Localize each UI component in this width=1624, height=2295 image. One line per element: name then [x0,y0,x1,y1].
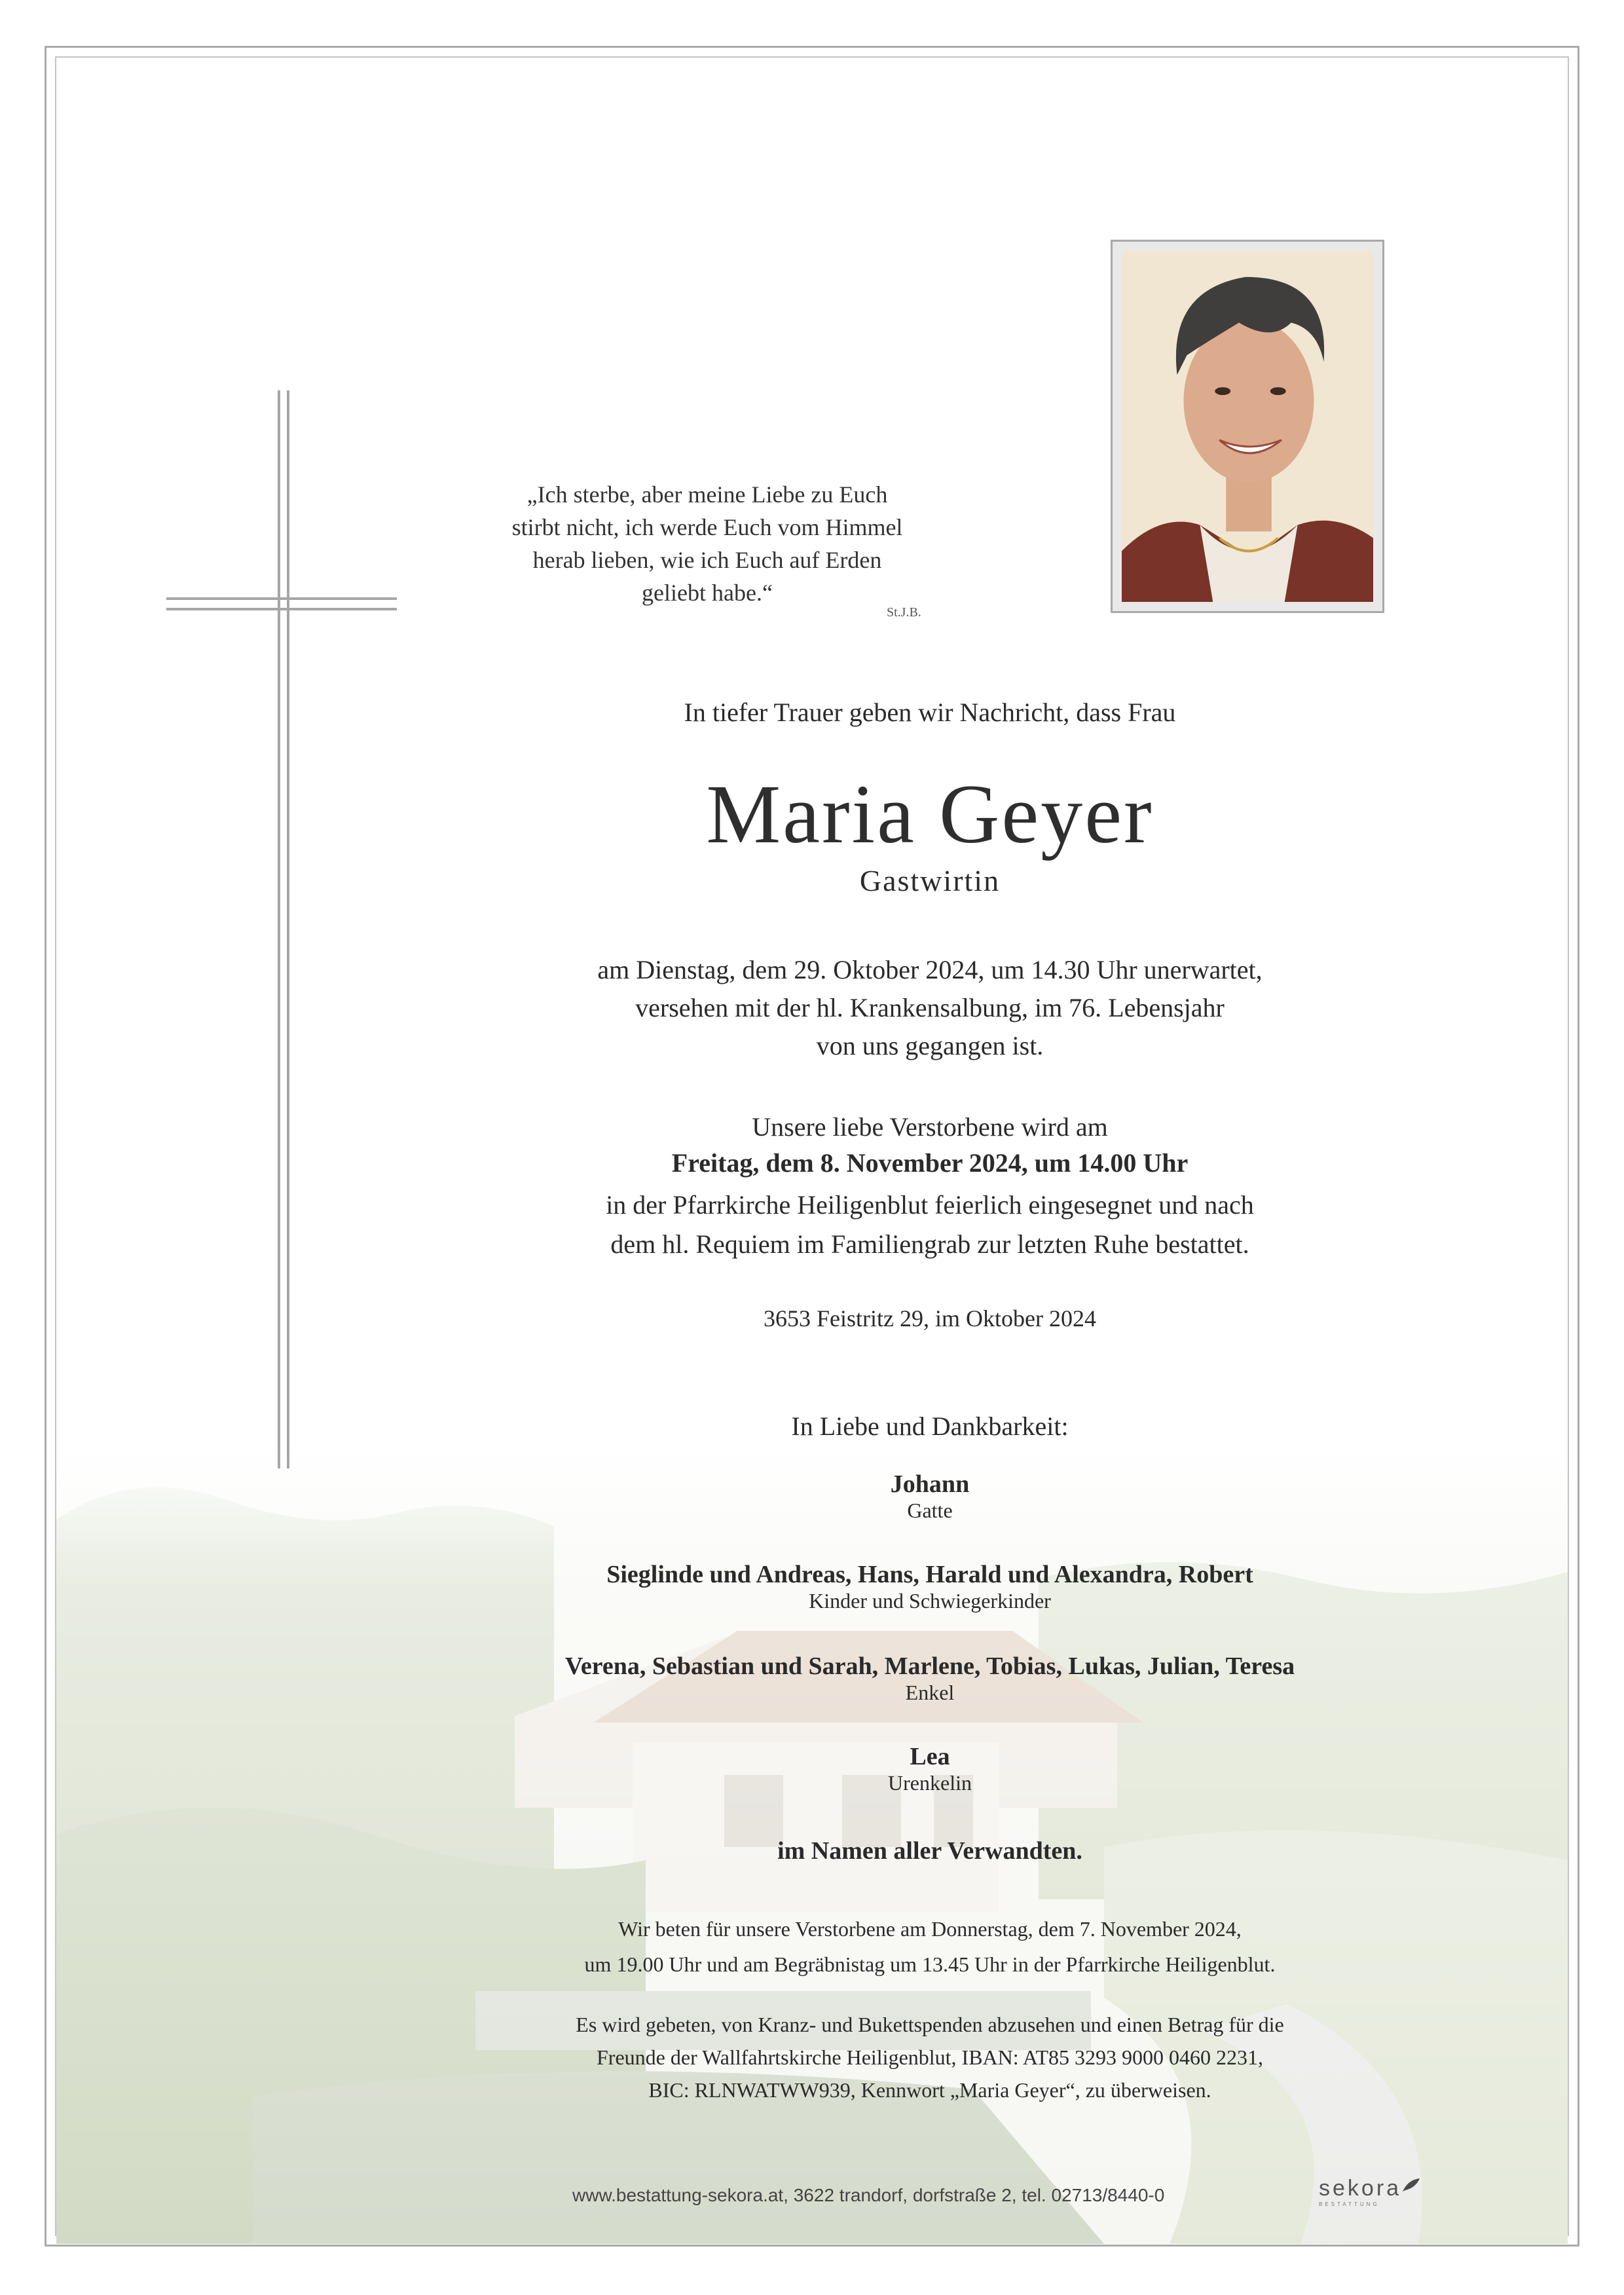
quote-author: St.J.B. [887,605,921,620]
funeral-details [327,1185,1532,1264]
funeral-intro: Unsere liebe Verstorbene wird am [752,1112,1108,1142]
cross-vertical-line [278,390,280,1468]
quote-line: geliebt habe.“ [642,580,773,606]
sekora-logo [1319,2176,1430,2215]
quote-line: stirbt nicht, ich werde Euch vom Himmel [511,514,903,540]
logo-text: sekora [1319,2176,1402,2201]
family-entry [327,1742,1532,1795]
cross-horizontal-line [166,608,397,610]
family-role: Gatte [907,1499,953,1522]
quote-line: „Ich sterbe, aber meine Liebe zu Euch [526,481,888,508]
memorial-quote [478,478,936,609]
logo-subtitle: BESTATTUNG [1319,2201,1380,2207]
deceased-occupation: Gastwirtin [859,864,1001,897]
family-entry [327,1652,1532,1705]
portrait-frame [1111,240,1384,613]
announcement-intro: In tiefer Trauer geben wir Nachricht, dass Frau [684,698,1176,727]
family-entry [327,1560,1532,1613]
family-names: Lea [910,1743,950,1770]
donation-notice [327,2008,1532,2106]
death-line: von uns gegangen ist. [816,1031,1044,1060]
prayer-notice [327,1911,1532,1982]
family-entry [327,1470,1532,1523]
funeral-date: Freitag, dem 8. November 2024, um 14.00 Uhr [671,1148,1189,1178]
donation-line: BIC: RLNWATWW939, Kennwort „Maria Geyer“, zu überweisen. [648,2078,1211,2102]
funeral-line: dem hl. Requiem im Familiengrab zur letzten Ruhe bestattet. [610,1229,1249,1259]
death-line: am Dienstag, dem 29. Oktober 2024, um 14.30 Uhr unerwartet, [597,955,1263,984]
footer-contact: www.bestattung-sekora.at, 3622 trandorf, dorfstraße 2, tel. 02713/8440-0 [572,2185,1165,2205]
cross-vertical-line [287,390,289,1468]
donation-line: Freunde der Wallfahrtskirche Heiligenblut, IBAN: AT85 3293 9000 0460 2231, [597,2045,1263,2069]
family-names: Johann [890,1470,970,1498]
death-line: versehen mit der hl. Krankensalbung, im 76. Lebensjahr [635,993,1225,1022]
family-names: Verena, Sebastian und Sarah, Marlene, Tobias, Lukas, Julian, Teresa [564,1652,1295,1680]
donation-line: Es wird gebeten, von Kranz- und Bukettspenden abzusehen und einen Betrag für die [576,2013,1284,2036]
prayer-line: Wir beten für unsere Verstorbene am Donnerstag, dem 7. November 2024, [618,1917,1242,1941]
cross-horizontal-line [166,597,397,600]
family-role: Kinder und Schwiegerkinder [809,1589,1051,1613]
deceased-name: Maria Geyer [706,768,1154,861]
closing-line: im Namen aller Verwandten. [777,1837,1082,1865]
family-names: Sieglinde und Andreas, Hans, Harald und Alexandra, Robert [606,1561,1253,1588]
quote-line: herab lieben, wie ich Euch auf Erden [532,547,882,573]
leaf-icon [1401,2177,1421,2193]
thanks-heading: In Liebe und Dankbarkeit: [791,1411,1069,1441]
portrait-photo [1122,251,1373,602]
funeral-line: in der Pfarrkirche Heiligenblut feierlich eingesegnet und nach [606,1190,1254,1220]
prayer-line: um 19.00 Uhr und am Begräbnistag um 13.45 Uhr in der Pfarrkirche Heiligenblut. [584,1952,1276,1976]
death-details [327,951,1532,1065]
family-role: Enkel [905,1681,955,1704]
family-role: Urenkelin [888,1771,972,1795]
place-and-date: 3653 Feistritz 29, im Oktober 2024 [764,1305,1096,1332]
